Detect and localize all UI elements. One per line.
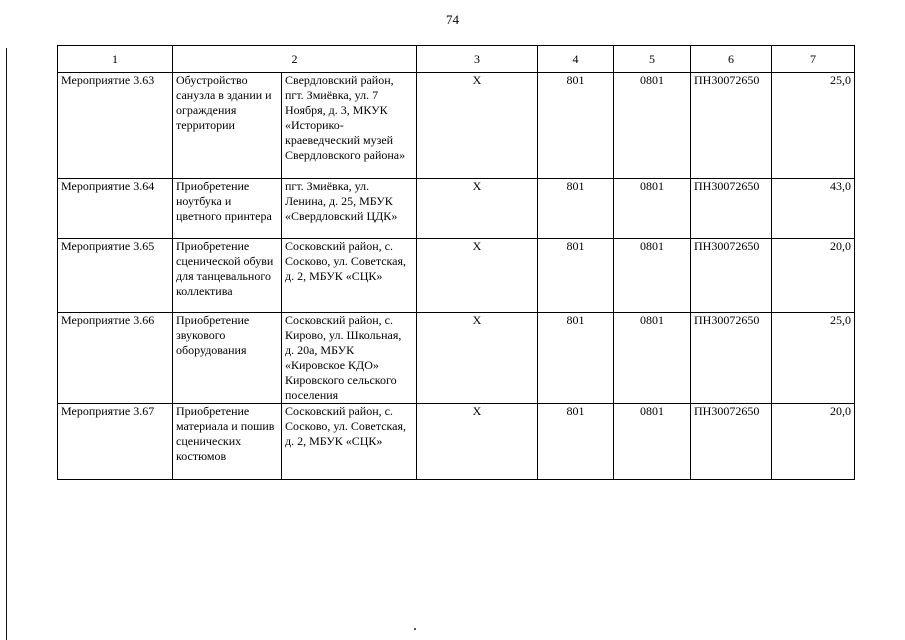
col7-cell: 25,0 [772, 73, 855, 179]
col4-cell: 801 [538, 313, 614, 404]
col6-cell: ПН30072650 [691, 313, 772, 404]
description-cell: Приобретение ноутбука и цветного принтера [173, 179, 282, 239]
col5-cell: 0801 [614, 239, 691, 313]
col3-cell: Х [417, 73, 538, 179]
table-row [58, 404, 855, 480]
location-cell: Сосковский район, с. Сосково, ул. Советская, д. 2, МБУК «СЦК» [282, 239, 417, 313]
col3-cell: Х [417, 404, 538, 480]
table-row [58, 179, 855, 239]
header-col-5: 5 [614, 46, 691, 73]
event-cell: Мероприятие 3.63 [58, 73, 173, 179]
event-cell: Мероприятие 3.67 [58, 404, 173, 480]
col4-cell: 801 [538, 239, 614, 313]
description-cell: Обустройство санузла в здании и ограждения территории [173, 73, 282, 179]
col7-cell: 20,0 [772, 404, 855, 480]
description-cell: Приобретение материала и пошив сценических костюмов [173, 404, 282, 480]
col6-cell: ПН30072650 [691, 73, 772, 179]
header-col-3: 3 [417, 46, 538, 73]
col6-cell: ПН30072650 [691, 179, 772, 239]
location-cell: пгт. Змиёвка, ул. Ленина, д. 25, МБУК «Свердловский ЦДК» [282, 179, 417, 239]
table-row [58, 313, 855, 404]
event-cell: Мероприятие 3.66 [58, 313, 173, 404]
location-cell: Сосковский район, с. Сосково, ул. Советская, д. 2, МБУК «СЦК» [282, 404, 417, 480]
col4-cell: 801 [538, 179, 614, 239]
col5-cell: 0801 [614, 313, 691, 404]
col7-cell: 20,0 [772, 239, 855, 313]
col3-cell: Х [417, 239, 538, 313]
description-cell: Приобретение звукового оборудования [173, 313, 282, 404]
header-col-1: 1 [58, 46, 173, 73]
col6-cell: ПН30072650 [691, 239, 772, 313]
location-cell: Свердловский район, пгт. Змиёвка, ул. 7 Ноября, д. 3, МКУК «Историко-краеведческий музей Свердловского района» [282, 73, 417, 179]
col5-cell: 0801 [614, 404, 691, 480]
event-cell: Мероприятие 3.65 [58, 239, 173, 313]
header-col-7: 7 [772, 46, 855, 73]
col5-cell: 0801 [614, 73, 691, 179]
col3-cell: Х [417, 313, 538, 404]
scan-dot-mark [414, 628, 416, 630]
scan-left-edge-line [6, 48, 7, 640]
description-cell: Приобретение сценической обуви для танцевального коллектива [173, 239, 282, 313]
header-col-6: 6 [691, 46, 772, 73]
col6-cell: ПН30072650 [691, 404, 772, 480]
budget-table [57, 45, 855, 480]
event-cell: Мероприятие 3.64 [58, 179, 173, 239]
col3-cell: Х [417, 179, 538, 239]
col4-cell: 801 [538, 73, 614, 179]
header-row [58, 46, 855, 73]
col5-cell: 0801 [614, 179, 691, 239]
col7-cell: 25,0 [772, 313, 855, 404]
header-col-2: 2 [173, 46, 417, 73]
header-col-4: 4 [538, 46, 614, 73]
page-number: 74 [446, 12, 459, 27]
col7-cell: 43,0 [772, 179, 855, 239]
col4-cell: 801 [538, 404, 614, 480]
location-cell: Сосковский район, с. Кирово, ул. Школьная, д. 20а, МБУК «Кировское КДО» Кировского сельского поселения [282, 313, 417, 404]
table-row [58, 73, 855, 179]
table-row [58, 239, 855, 313]
